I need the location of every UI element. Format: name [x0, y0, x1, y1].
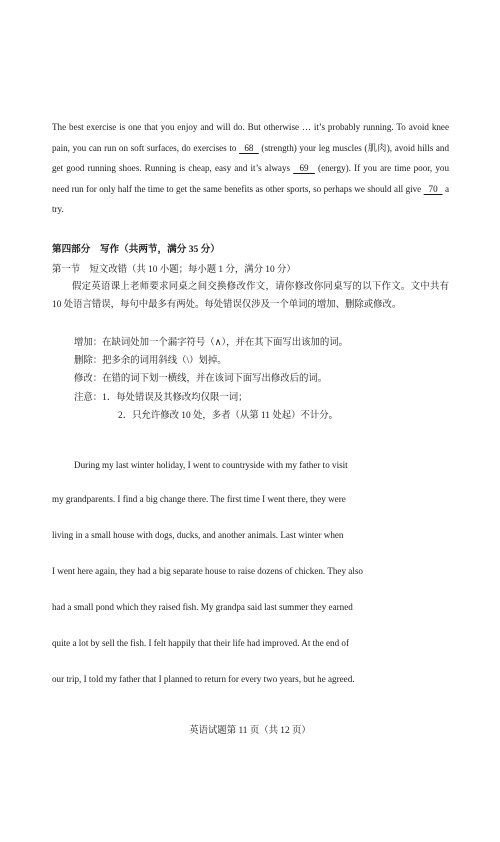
- essay-line-5: had a small pond which they raised fish. My grandpa said last summer they earned: [52, 602, 353, 612]
- essay-line-3: living in a small house with dogs, ducks, and another animals. Last winter when: [52, 530, 344, 540]
- page-footer: 英语试题第 11 页（共 12 页）: [189, 726, 311, 736]
- rule-add: 增加：在缺词处加一个漏字符号（∧），并在其下面写出该加的词。: [74, 338, 349, 348]
- essay-line-7: our trip, I told my father that I planned to return for every two years, but he agreed.: [52, 674, 355, 684]
- instructions: 假定英语课上老师要求同桌之间交换修改作文，请你修改你同桌写的以下作文。文中共有 10 处语言错误，每句中最多有两处。每处错误仅涉及一个单词的增加、删除或修改。: [52, 282, 449, 310]
- passage-text-1: The best exercise is one that you enjoy and will do. But otherwise … it’s probably running. To avoid knee pain, you can run on soft surfaces, do exercises to: [52, 122, 449, 153]
- essay-line-4: I went here again, they had a big separate house to raise dozens of chicken. They also: [52, 566, 363, 576]
- blank-68: 68: [239, 142, 259, 153]
- passage-text-3: (energy). If you are time poor, you need run for only half the time to get the same benefits as other sports, so perhaps we should all give: [52, 163, 449, 194]
- essay-line-6: quite a lot by sell the fish. I felt happily that their life had improved. At the end of: [52, 638, 349, 648]
- rule-note-2: 2．只允许修改 10 处，多者（从第 11 处起）不计分。: [118, 411, 338, 421]
- essay-line-1: During my last winter holiday, I went to countryside with my father to visit: [74, 460, 348, 470]
- passage-text-2: (strength) your leg muscles (肌肉), avoid hills and get good running shoes. Running is cheap, easy and it’s always: [52, 142, 450, 173]
- rule-note-1: 注意：1．每处错误及其修改均仅限一词；: [74, 393, 248, 403]
- blank-70: 70: [423, 183, 443, 194]
- essay-line-2: my grandparents. I find a big change there. The first time I went there, they were: [52, 494, 346, 504]
- section-subtitle: 第一节 短文改错（共 10 小题；每小题 1 分，满分 10 分）: [52, 265, 296, 275]
- rule-delete: 删除：把多余的词用斜线（\）划掉。: [74, 356, 227, 366]
- passage-text-4: a try.: [52, 183, 450, 214]
- rule-modify: 修改：在错的词下划一横线，并在该词下面写出修改后的词。: [74, 374, 328, 384]
- section-title: 第四部分 写作（共两节，满分 35 分）: [52, 244, 220, 255]
- reading-passage-tail: [52, 117, 449, 220]
- blank-69: 69: [293, 163, 315, 173]
